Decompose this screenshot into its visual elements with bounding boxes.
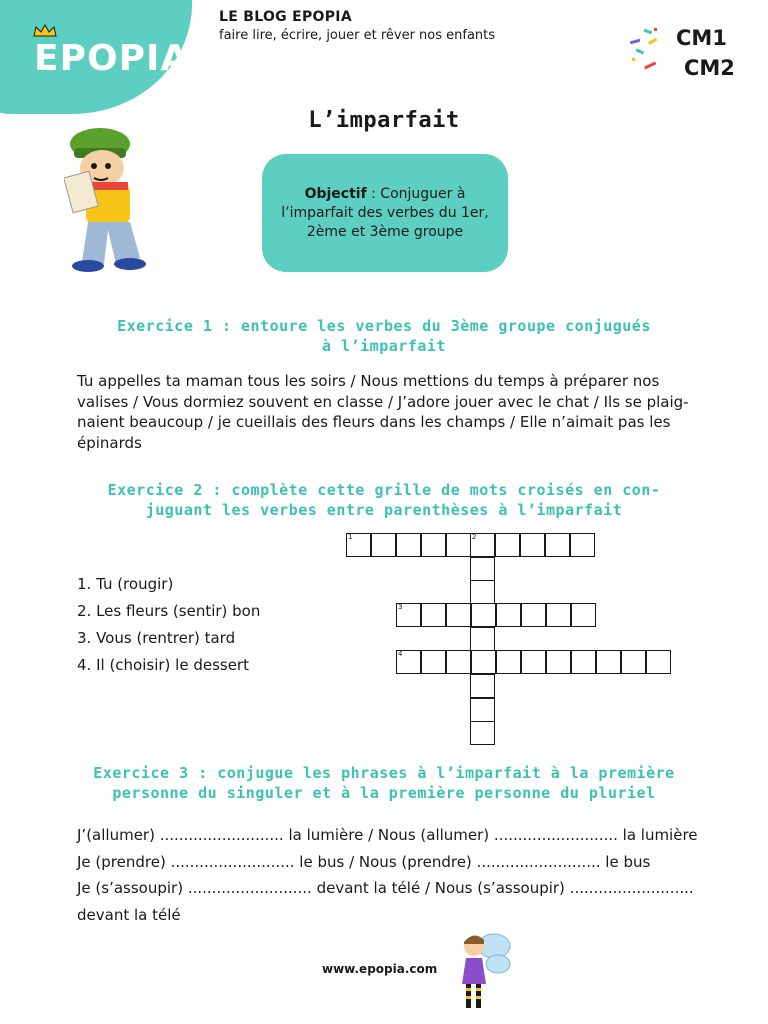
exercise1-line: naient beaucoup / je cueillais des fleurs dans les champs / Elle n’aimait pas les: [77, 413, 671, 431]
level-cm1: CM1: [676, 26, 727, 50]
exercise3-line: Je (s’assoupir) .......................... devant la télé / Nous (s’assoupir) ..........................: [77, 879, 694, 897]
crossword-cell[interactable]: [546, 603, 571, 627]
crossword-cell[interactable]: [571, 650, 596, 674]
exercise1-title-line2: à l’imparfait: [322, 337, 446, 355]
crossword-cell[interactable]: [421, 603, 446, 627]
exercise1-text: [77, 371, 689, 453]
exercise2-title: [40, 480, 728, 520]
crossword-cell[interactable]: [470, 674, 495, 698]
objective-box: [262, 154, 508, 272]
crossword-cell[interactable]: [470, 533, 495, 557]
blog-subtitle: faire lire, écrire, jouer et rêver nos enfants: [219, 28, 496, 43]
exercise2-title-line1: Exercice 2 : complète cette grille de mots croisés en con-: [107, 481, 661, 499]
blog-title: LE BLOG EPOPIA: [219, 9, 352, 25]
crossword-cell[interactable]: [570, 533, 595, 557]
crossword-cell[interactable]: [571, 603, 596, 627]
crossword-cell[interactable]: [470, 580, 495, 604]
crossword-cell[interactable]: [546, 650, 571, 674]
exercise3-title: [40, 763, 728, 803]
crossword-cell[interactable]: [421, 650, 446, 674]
clue-item: 1. Tu (rougir): [77, 575, 174, 593]
crossword-cell[interactable]: [520, 533, 545, 557]
clue-item: 3. Vous (rentrer) tard: [77, 629, 236, 647]
crossword-cell[interactable]: [470, 721, 495, 745]
crossword-cell[interactable]: [496, 603, 521, 627]
crossword-cell[interactable]: [446, 650, 471, 674]
crossword-number: 1: [348, 533, 353, 541]
crossword-cell[interactable]: [495, 533, 520, 557]
website-link[interactable]: www.epopia.com: [322, 962, 438, 976]
crossword-clues: [77, 574, 260, 682]
epopia-logo[interactable]: EPOPIA: [34, 38, 190, 79]
crossword-cell[interactable]: [545, 533, 570, 557]
exercise1-line: Tu appelles ta maman tous les soirs / Nous mettions du temps à préparer nos: [77, 372, 660, 390]
fairy-illustration: [450, 928, 514, 1014]
crossword-cell[interactable]: [470, 557, 495, 581]
crossword-cell[interactable]: [596, 650, 621, 674]
confetti-icon: [628, 26, 664, 72]
crossword-cell[interactable]: [396, 533, 421, 557]
exercise3-text: [77, 825, 717, 931]
crossword-cell[interactable]: [521, 650, 546, 674]
level-cm2: CM2: [684, 56, 735, 80]
crossword-cell[interactable]: [521, 603, 546, 627]
boy-reading-illustration: [64, 122, 168, 274]
crossword-number: 4: [398, 650, 403, 658]
crossword-cell[interactable]: [496, 650, 521, 674]
exercise1-title: [40, 316, 728, 356]
clue-item: 2. Les fleurs (sentir) bon: [77, 602, 261, 620]
exercise3-title-line2: personne du singuler et à la première personne du pluriel: [112, 784, 656, 802]
exercise2-title-line2: juguant les verbes entre parenthèses à l’imparfait: [145, 501, 623, 519]
exercise1-line: épinards: [77, 433, 142, 452]
crossword-cell[interactable]: [471, 650, 496, 674]
crossword-cell[interactable]: [346, 533, 371, 557]
exercise1-line: valises / Vous dormiez souvent en classe / J’adore jouer avec le chat / Ils se plaig-: [77, 392, 689, 411]
exercise3-line: devant la télé: [77, 905, 181, 924]
exercise3-title-line1: Exercice 3 : conjugue les phrases à l’imparfait à la première: [93, 764, 675, 782]
crossword-cell[interactable]: [446, 603, 471, 627]
crossword-cell[interactable]: [421, 533, 446, 557]
crossword-cell[interactable]: [470, 698, 495, 722]
crossword-cell[interactable]: [470, 627, 495, 651]
crossword-cell[interactable]: [396, 603, 421, 627]
exercise3-line: Je (prendre) .......................... le bus / Nous (prendre) .......................... le bus: [77, 852, 651, 871]
crossword-cell[interactable]: [371, 533, 396, 557]
crossword-cell[interactable]: [471, 603, 496, 627]
crown-icon: [32, 24, 58, 38]
crossword-number: 3: [398, 603, 403, 611]
crossword-cell[interactable]: [446, 533, 471, 557]
page-title: L’imparfait: [308, 108, 460, 133]
clue-item: 4. Il (choisir) le dessert: [77, 656, 249, 674]
objective-text: : Conjuguer à l’imparfait des verbes du 1er, 2ème et 3ème groupe: [281, 185, 489, 240]
crossword-cell[interactable]: [646, 650, 671, 674]
crossword-number: 2: [472, 533, 477, 541]
crossword-cell[interactable]: [396, 650, 421, 674]
exercise3-line: J’(allumer) .......................... la lumière / Nous (allumer) .......................... la lumière: [77, 826, 698, 844]
objective-label: Objectif: [304, 185, 367, 202]
crossword-cell[interactable]: [621, 650, 646, 674]
exercise1-title-line1: Exercice 1 : entoure les verbes du 3ème groupe conjugués: [117, 317, 651, 335]
